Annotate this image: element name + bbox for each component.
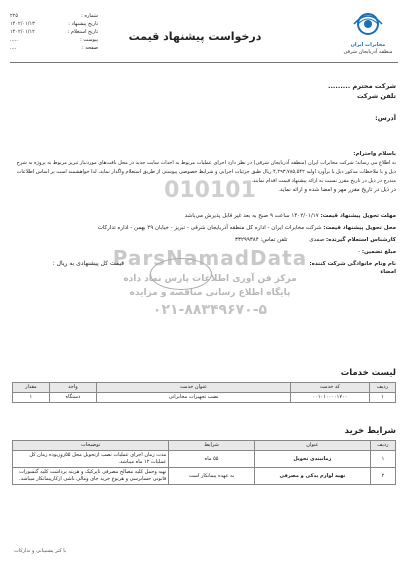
terms-col-condition: شرایط (169, 441, 255, 451)
meta-inquiry-date: تاریخ استعلام : ۱۴۰۲/۰۱/۱۲ (10, 29, 98, 35)
terms-col-description: توضیحات (13, 441, 169, 451)
watermark-line3: پایگاه اطلاع رسانی مناقصه و مزایده (129, 288, 291, 298)
services-cell-qty: ۱ (13, 393, 50, 403)
services-table (12, 382, 396, 403)
table-row (13, 451, 396, 468)
services-cell-row: ۱ (369, 393, 395, 403)
company-name: مخابرات ایران (350, 42, 386, 48)
terms-heading: شرایط خرید (344, 426, 396, 436)
recipient-address: آدرس: (375, 114, 396, 122)
services-col-title: عنوان خدمت (96, 383, 290, 393)
terms-cell-condition: به عهده پیمانکار است (169, 468, 255, 485)
info-expert: کارشناس استعلام گیرنده: صمدی تلفن تماس: ۳۳۲۹۹۳۸۴ (235, 237, 396, 243)
terms-col-row: ردیف (370, 441, 395, 451)
terms-cell-description: مدت زمان اجرای عملیات نصب ازتحویل محل ۵۵روزبوده زمان کل عملیات ۱۲ ماه میباشد. (13, 451, 169, 468)
services-col-row: ردیف (369, 383, 395, 393)
terms-cell-condition: ۵۵ ماه (169, 451, 255, 468)
meta-attachment: پیوست : ..... (10, 37, 98, 43)
header-divider (10, 62, 398, 63)
body-paragraph: به اطلاع می رساند؛ شرکت مخابرات ایران (منطقه آذربایجان شرقی) در نظر دارد اجرای عملیات مربوط به احداث سایت جدید در محل بافت‌های موردنیاز تبریز مربوط به پروژه به شرح ذیل و با ملاحظات مذکور ذیل با برآورد اولیه ۴,۲۹۳,۷۸۵,۵۴۲ ریال طبق جزئیات اجرایی و شرایط خصوصی پیوستی از طریق استعلام واگذار نماید، لذا خواهشمند است بر اساس اطلاعات مندرج در ذیل در تاریخ مقرر نسبت به ارائه پیشنهاد قیمت اقدام نمایند. (16, 160, 396, 184)
watermark-line2: مرکز فن آوری اطلاعات پارس نماد داده (123, 274, 297, 284)
letter-meta (10, 12, 98, 56)
info-guarantee: مبلغ تضمین: - (358, 249, 396, 255)
greeting: باسلام واحترام: (353, 151, 396, 157)
terms-table (12, 440, 396, 485)
watermark-ids: 010101 (164, 178, 256, 203)
services-col-unit: واحد (49, 383, 96, 393)
services-col-qty: مقدار (13, 383, 50, 393)
official-stamp (150, 258, 212, 290)
services-col-code: کد خدمت (291, 383, 370, 393)
services-cell-unit: دستگاه (49, 393, 96, 403)
watermark-brand: ParsNamadData (112, 246, 308, 270)
body-extra: در ذیل در تاریخ مقرر مهر و امضا شده و ارائه نماید. (278, 187, 396, 193)
meta-page: صفحه : .... (10, 45, 98, 51)
terms-cell-row: ۱ (370, 451, 395, 468)
services-cell-title: نصب تجهیزات مخابراتی (96, 393, 290, 403)
services-header-row (13, 383, 396, 393)
company-logo (340, 10, 396, 58)
telecom-logo-icon (350, 10, 386, 38)
meta-number: شماره : ۲۲۵ (10, 13, 98, 19)
footer-note: با کتر پشتیبانی و تدارکات (14, 548, 67, 554)
terms-cell-title: زمانبندی تحویل (254, 451, 370, 468)
info-participant: نام ونام خانوادگی شرکت کننده: (309, 261, 396, 267)
total-price-note: قیمت کل پیشنهادی به ریال : (52, 260, 124, 267)
page-title: درخواست پیشنهاد قیمت (128, 30, 262, 43)
info-location: محل تحویل پیشنهاد قیمت: شرکت مخابرات ایران - اداره کل منطقه آذربایجان شرقی - تبریز - خیابان ۲۹ بهمن - اداره تدارکات (97, 225, 396, 231)
table-row (13, 393, 396, 403)
terms-cell-row: ۲ (370, 468, 395, 485)
terms-col-title: عنوان (254, 441, 370, 451)
table-row (13, 468, 396, 485)
services-heading: لیست خدمات (340, 368, 396, 378)
recipient-phone: تلفن شرکت (357, 92, 396, 100)
info-signature: امضاء (380, 269, 396, 275)
recipient-company: شرکت محترم ......... (327, 82, 396, 90)
watermark-phone: ۰۲۱-۸۸۳۴۹۶۷۰-۵ (152, 302, 268, 318)
meta-offer-date: تاریخ پیشنهاد : ۱۴۰۲/۰۱/۱۳ (10, 21, 98, 27)
terms-cell-description: تهیه وحمل کلیه مصالح مصرفی تاپرکیک و هزینه برداشت کلیه گنسورات قانونی حسابرسی و هرنوع خرید جای ومالی ناشی ازکارپیمانکار میباشد. (13, 468, 169, 485)
info-deadline: مهلت تحویل پیشنهاد قیمت: ۱۴۰۲/۰۱/۱۷ ساعت ۹ صبح به بعد غیر قابل پذیرش می‌باشد (184, 213, 396, 219)
region-name: منطقه آذربایجان شرقی (343, 49, 393, 55)
services-cell-code: ۰۰۱۰۱۰۰۰۰۱۷۰۰ (291, 393, 370, 403)
terms-cell-title: تهیه لوازم یدکی و مصرفی (254, 468, 370, 485)
terms-header-row (13, 441, 396, 451)
